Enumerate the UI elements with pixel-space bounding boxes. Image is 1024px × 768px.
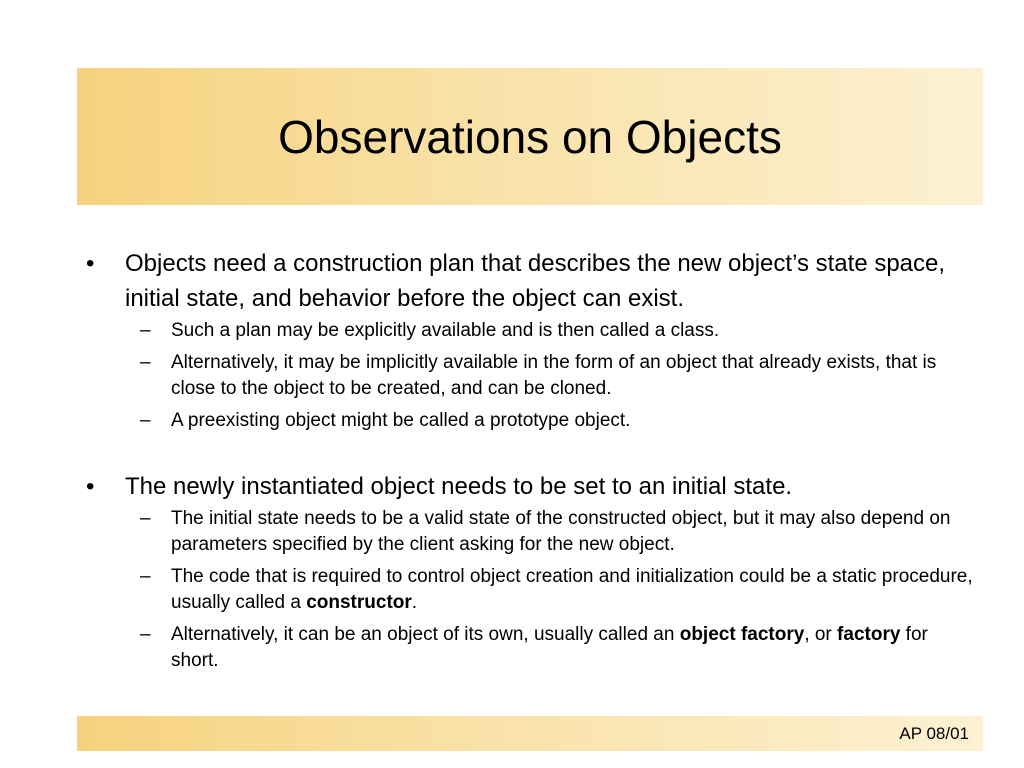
sub-text: Alternatively, it may be implicitly available in the form of an object that already exists, that is close to the object to be created, and can be cloned.	[171, 352, 937, 399]
bullet-2	[86, 469, 976, 504]
sub-text-part: .	[411, 592, 418, 613]
dash-marker: –	[140, 410, 151, 431]
sub-item	[86, 318, 976, 344]
bullet-text: Objects need a construction plan that describes the new object’s state space, initial state, and behavior before the object can exist.	[125, 250, 946, 312]
term-constructor: constructor	[306, 592, 412, 613]
sub-item	[86, 622, 976, 674]
title-band	[77, 68, 983, 205]
slide-title: Observations on Objects	[278, 110, 782, 163]
sub-item	[86, 564, 976, 616]
slide-content	[86, 246, 976, 680]
sub-list-2	[86, 506, 976, 674]
sub-text: A preexisting object might be called a prototype object.	[171, 410, 631, 431]
bullet-1	[86, 246, 976, 316]
footer-label: AP 08/01	[899, 724, 969, 743]
bullet-marker: •	[86, 250, 95, 277]
footer-band	[77, 716, 983, 751]
sub-item	[86, 506, 976, 558]
dash-marker: –	[140, 566, 151, 587]
dash-marker: –	[140, 508, 151, 529]
sub-text-part: Alternatively, it can be an object of its own, usually called an	[171, 624, 680, 645]
sub-text	[171, 624, 928, 671]
sub-item	[86, 350, 976, 402]
bullet-text: The newly instantiated object needs to be set to an initial state.	[125, 473, 793, 500]
sub-list-1	[86, 318, 976, 434]
term-object-factory: object factory	[679, 624, 805, 645]
dash-marker: –	[140, 352, 151, 373]
sub-text: The initial state needs to be a valid state of the constructed object, but it may also depend on parameters specified by the client asking for the new object.	[171, 508, 951, 555]
dash-marker: –	[140, 624, 151, 645]
sub-text-part: The code that is required to control object creation and initialization could be a static procedure, usually called a	[171, 566, 973, 613]
dash-marker: –	[140, 320, 151, 341]
sub-text-part: for short.	[171, 624, 928, 671]
sub-text	[171, 566, 973, 613]
bullet-marker: •	[86, 473, 95, 500]
sub-text-part: , or	[804, 624, 838, 645]
sub-item	[86, 408, 976, 434]
term-factory: factory	[837, 624, 901, 645]
sub-text: Such a plan may be explicitly available and is then called a class.	[171, 320, 720, 341]
